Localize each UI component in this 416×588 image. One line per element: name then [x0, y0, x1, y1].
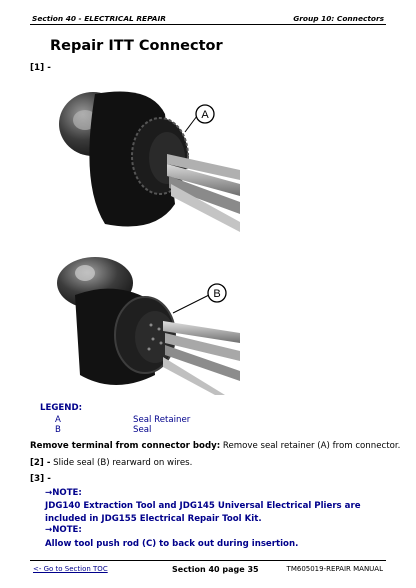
header-divider — [30, 24, 386, 25]
step-3-label: [3] - — [30, 474, 51, 484]
step-2 — [30, 458, 192, 468]
page-title: Repair ITT Connector — [50, 38, 223, 54]
callout-a: A — [201, 109, 209, 121]
instruction-line — [30, 441, 400, 451]
callout-b: B — [213, 288, 221, 300]
legend-key: A — [55, 415, 61, 425]
step-2-label: [2] - — [30, 458, 51, 468]
instruction-bold: Remove terminal from connector body: — [30, 441, 221, 451]
footer-divider — [30, 560, 386, 561]
note-1-text: JDG140 Extraction Tool and JDG145 Universal Electrical Pliers are included in JDG155 Electrical Repair Tool Kit. — [45, 501, 361, 524]
instruction-text: Remove seal retainer (A) from connector. — [220, 441, 401, 451]
figure-seal-retainer — [55, 84, 240, 244]
legend-value: Seal Retainer — [133, 415, 191, 425]
note-2-heading: →NOTE: — [45, 525, 82, 535]
legend-value: Seal — [133, 425, 152, 435]
step-1-label: [1] - — [30, 63, 51, 73]
figure-seal — [55, 255, 240, 395]
section-toc-link[interactable]: <- Go to Section TOC — [33, 565, 108, 573]
step-2-text: Slide seal (B) rearward on wires. — [53, 458, 193, 468]
legend-heading: LEGEND: — [40, 403, 83, 413]
page-number: Section 40 page 35 — [172, 565, 259, 574]
note-2-text: Allow tool push rod (C) to back out during insertion. — [45, 539, 299, 549]
header-group: Group 10: Connectors — [293, 14, 384, 23]
legend-key: B — [55, 425, 61, 435]
header-section: Section 40 - ELECTRICAL REPAIR — [32, 14, 166, 23]
note-1-heading: →NOTE: — [45, 488, 82, 498]
manual-id: TM605019-REPAIR MANUAL — [286, 565, 383, 573]
